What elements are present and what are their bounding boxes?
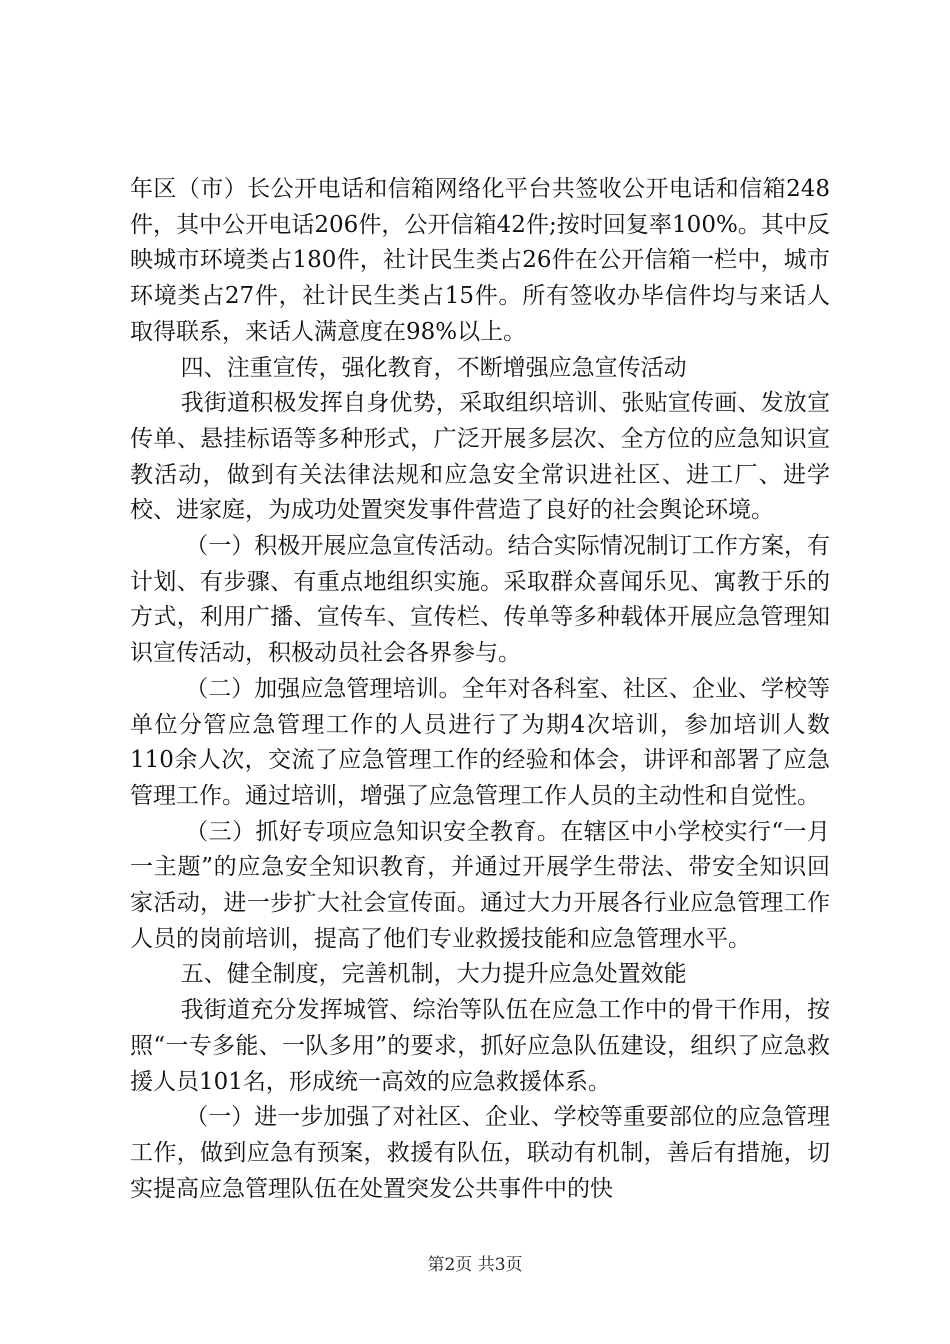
paragraph-team-building: 我街道充分发挥城管、综治等队伍在应急工作中的骨干作用，按照“一专多能、一队多用”的要求，抓好应急队伍建设，组织了应急救援人员101名，形成统一高效的应急救援体系。 bbox=[130, 997, 830, 1095]
paragraph-safety-education: （三）抓好专项应急知识安全教育。在辖区中小学校实行“一月一主题”的应急安全知识教育，并通过开展学生带法、带安全知识回家活动，进一步扩大社会宣传面。通过大力开展各行业应急管理工作人员的岗前培训，提高了他们专业救援技能和应急管理水平。 bbox=[130, 818, 830, 952]
paragraph-key-sites: （一）进一步加强了对社区、企业、学校等重要部位的应急管理工作，做到应急有预案，救援有队伍，联动有机制，善后有措施，切实提高应急管理队伍在处置突发公共事件中的快 bbox=[130, 1104, 830, 1202]
section-heading-5: 五、健全制度，完善机制，大力提升应急处置效能 bbox=[180, 961, 687, 988]
page-footer: 第2页 共3页 bbox=[427, 1255, 523, 1275]
paragraph-hotline-stats: 年区（市）长公开电话和信箱网络化平台共签收公开电话和信箱248件，其中公开电话206件，公开信箱42件;按时回复率100%。其中反映城市环境类占180件，社计民生类占26件在公开信箱一栏中，城市环境类占27件，社计民生类占15件。所有签收办毕信件均与来话人取得联系，来话人满意度在98%以上。 bbox=[130, 176, 830, 345]
paragraph-publicity-activities: （一）积极开展应急宣传活动。结合实际情况制订工作方案，有计划、有步骤、有重点地组织实施。采取群众喜闻乐见、寓教于乐的方式，利用广播、宣传车、宣传栏、传单等多种载体开展应急管理知识宣传活动，积极动员社会各界参与。 bbox=[130, 533, 830, 667]
section-heading-4: 四、注重宣传，强化教育，不断增强应急宣传活动 bbox=[180, 354, 687, 381]
paragraph-training: （二）加强应急管理培训。全年对各科室、社区、企业、学校等单位分管应急管理工作的人员进行了为期4次培训，参加培训人数110余人次，交流了应急管理工作的经验和体会，讲评和部署了应急管理工作。通过培训，增强了应急管理工作人员的主动性和自觉性。 bbox=[130, 675, 830, 809]
paragraph-publicity-intro: 我街道积极发挥自身优势，采取组织培训、张贴宣传画、发放宣传单、悬挂标语等多种形式，广泛开展多层次、全方位的应急知识宣教活动，做到有关法律法规和应急安全常识进社区、进工厂、进学校、进家庭，为成功处置突发事件营造了良好的社会舆论环境。 bbox=[130, 390, 830, 524]
document-body bbox=[130, 172, 830, 1207]
